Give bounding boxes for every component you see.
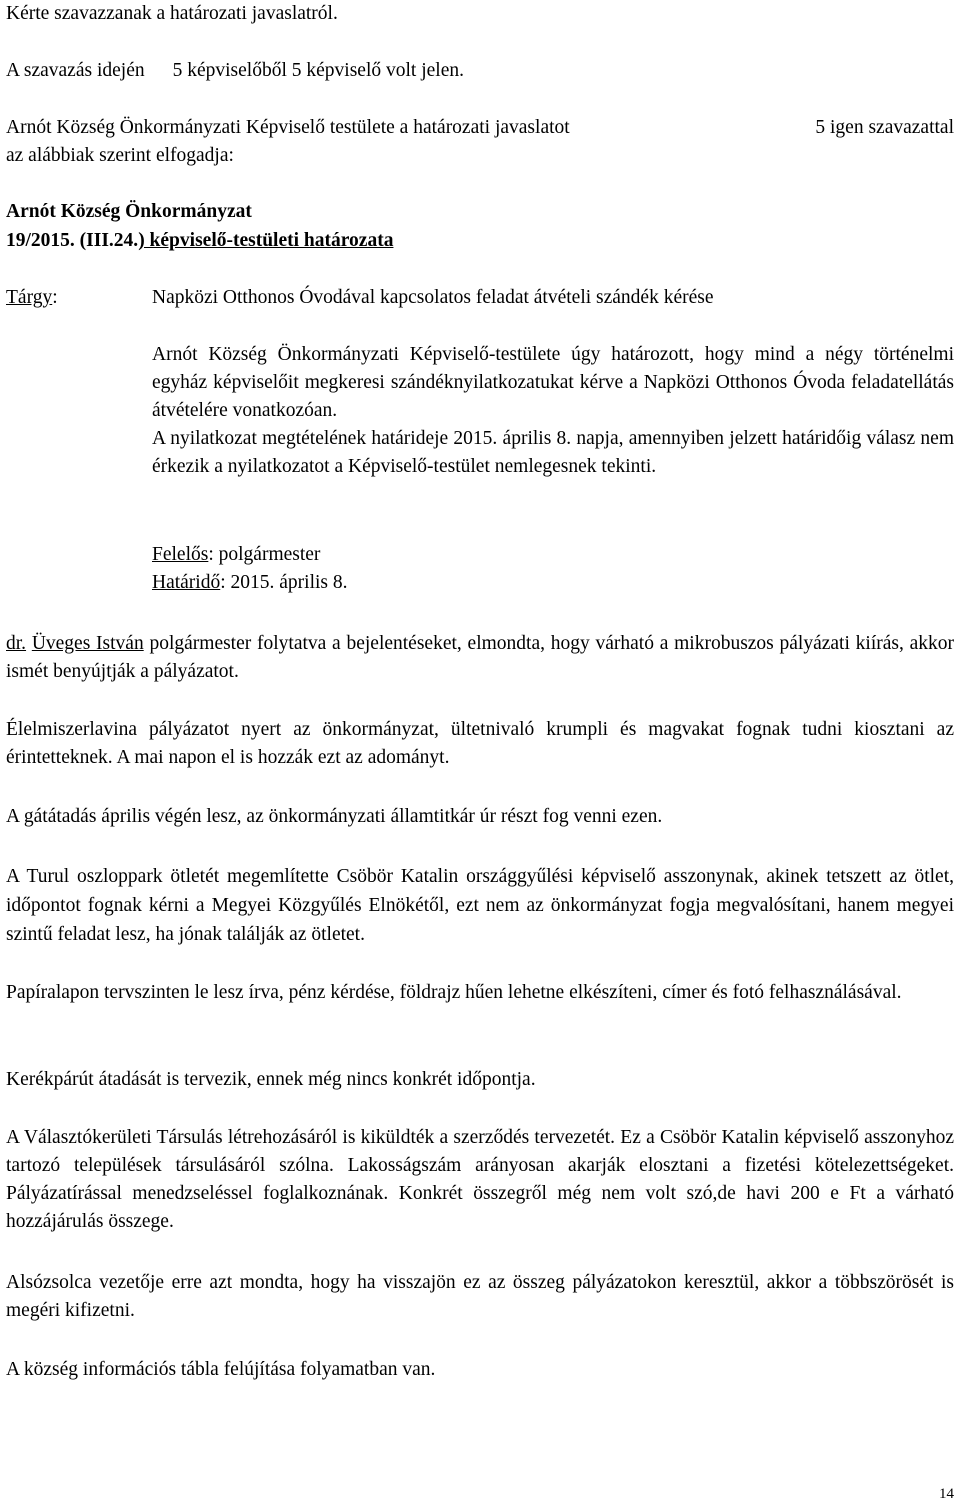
vote-statement-cont: az alábbiak szerint elfogadja: bbox=[6, 145, 234, 166]
resolution-footer bbox=[152, 541, 348, 597]
paragraph-alsozsolca: Alsózsolca vezetője erre azt mondta, hogy ha visszajön ez az összeg pályázatokon keresztül, akkor a többszörösét is megéri kifizetni. bbox=[6, 1272, 954, 1321]
deadline-line bbox=[152, 569, 348, 597]
resolution-body bbox=[152, 341, 954, 481]
paragraph-mayor-announcement bbox=[6, 630, 954, 686]
responsible-label: Felelős bbox=[152, 544, 209, 565]
attendance-label: A szavazás idején bbox=[6, 60, 145, 81]
paragraph-turul-park: A Turul oszloppark ötletét megemlítette Csöbör Katalin országgyűlési képviselő asszonynak, akinek tetszett az ötlet, időpontot fognak kérni a Megyei Közgyűlés Elnökétől, ezt nem az önkormányzat fogja megvalósítani, hanem megyei szintű feladat lesz, ha jónak találják az ötletet. bbox=[6, 866, 954, 945]
subject-colon: : bbox=[52, 287, 58, 308]
attendance-line bbox=[6, 57, 464, 85]
mayor-name: Üveges István bbox=[31, 633, 144, 654]
resolution-number-date: 19/2015. (III.24. bbox=[6, 230, 139, 251]
resolution-body-2: A nyilatkozat megtételének határideje 2015. április 8. napja, amennyiben jelzett határidőig válasz nem érkezik a nyilatkozatot a Képviselő-testület nemlegesnek tekinti. bbox=[152, 428, 954, 477]
vote-statement bbox=[6, 114, 954, 170]
vote-result: 5 igen szavazattal bbox=[815, 117, 954, 138]
title-dr: dr. bbox=[6, 633, 27, 654]
paragraph-info-board: A község információs tábla felújítása folyamatban van. bbox=[6, 1359, 436, 1380]
resolution-title: ) képviselő-testületi határozata bbox=[138, 230, 394, 251]
paragraph-food-avalanche: Élelmiszerlavina pályázatot nyert az önkormányzat, ültetnivaló krumpli és magvakat fognak tudni kiosztani az érintetteknek. A mai napon el is hozzák ezt az adományt. bbox=[6, 719, 954, 768]
subject-line bbox=[6, 284, 954, 312]
resolution-number bbox=[6, 227, 393, 255]
vote-request: Kérte szavazzanak a határozati javaslatról. bbox=[6, 3, 338, 24]
subject-text: Napközi Otthonos Óvodával kapcsolatos feladat átvételi szándék kérése bbox=[152, 287, 714, 308]
attendance-count: 5 képviselőből 5 képviselő volt jelen. bbox=[172, 60, 464, 81]
deadline-value: : 2015. április 8. bbox=[220, 572, 348, 593]
page-number: 14 bbox=[939, 1486, 954, 1502]
paragraph-bike-path: Kerékpárút átadását is tervezik, ennek még nincs konkrét időpontja. bbox=[6, 1069, 536, 1090]
resolution-issuer: Arnót Község Önkormányzat bbox=[6, 201, 252, 222]
subject-label: Tárgy bbox=[6, 287, 53, 308]
paragraph-paper-plan: Papíralapon tervszinten le lesz írva, pénz kérdése, földrajz hűen lehetne elkészíteni, címer és fotó felhasználásával. bbox=[6, 982, 902, 1003]
paragraph-mayor-text: polgármester folytatva a bejelentéseket, elmondta, hogy várható a mikrobuszos pályázati kiírás, akkor ismét benyújtják a pályázatot. bbox=[6, 633, 954, 682]
vote-statement-text: Arnót Község Önkormányzati Képviselő testülete a határozati javaslatot bbox=[6, 117, 570, 138]
paragraph-dam-handover: A gátátadás április végén lesz, az önkormányzati államtitkár úr részt fog venni ezen. bbox=[6, 806, 663, 827]
responsible-value: : polgármester bbox=[208, 544, 321, 565]
responsible-line bbox=[152, 541, 348, 569]
resolution-body-1: Arnót Község Önkormányzati Képviselő-testülete úgy határozott, hogy mind a négy történelmi egyház képviselőit megkeresi szándéknyilatkozatukat kérve a Napközi Otthonos Óvoda feladatellátás átvételére vonatkozóan. bbox=[152, 344, 954, 421]
paragraph-association: A Választókerületi Társulás létrehozásáról is kiküldték a szerződés tervezetét. Ez a Csöbör Katalin képviselő asszonyhoz tartozó települések társulásáról szólna. Lakosságszám arányosan akarják elosztani a fizetési kötelezettségeket. Pályázatírással menedzseléssel foglalkoznának. Konkrét összegről még nem volt szó,de havi 200 e Ft a várható hozzájárulás összege. bbox=[6, 1127, 954, 1232]
deadline-label: Határidő bbox=[152, 572, 221, 593]
